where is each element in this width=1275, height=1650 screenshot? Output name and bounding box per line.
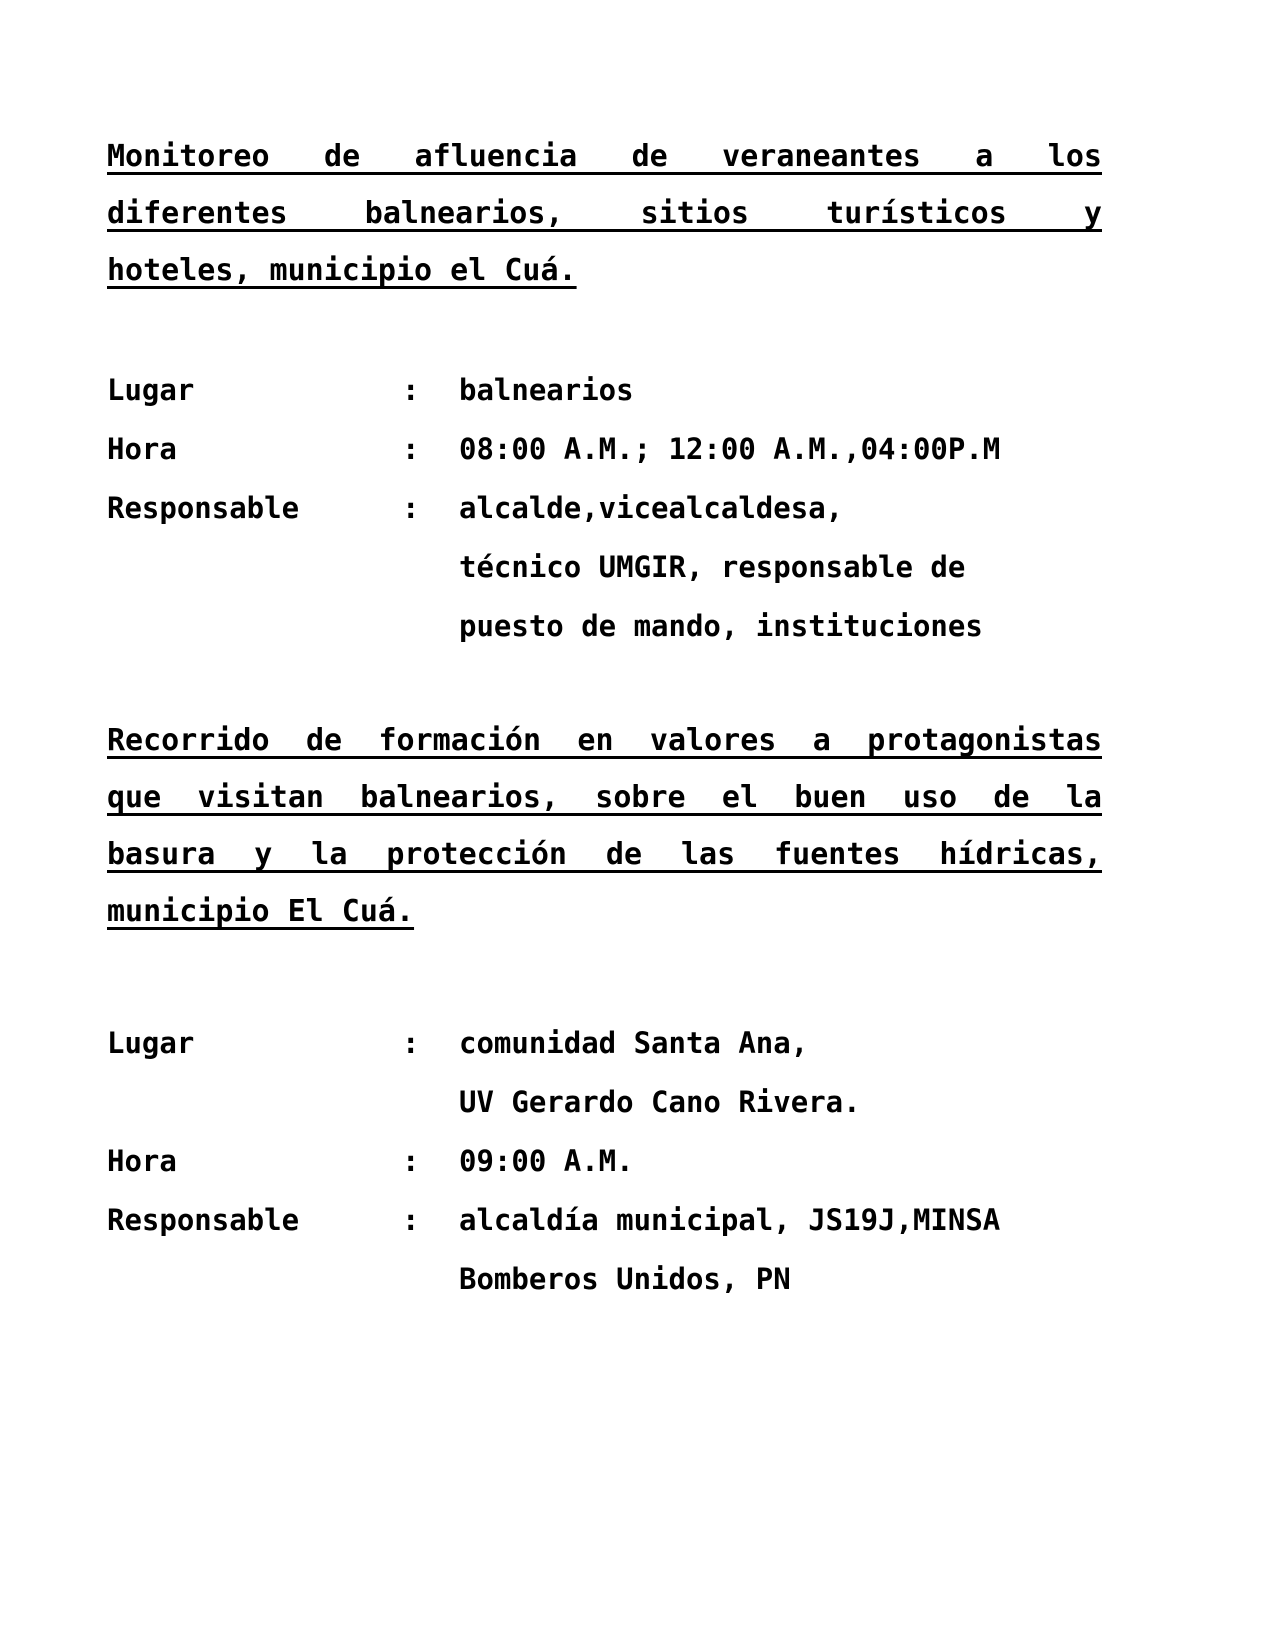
detail-label: Lugar xyxy=(107,373,195,407)
heading-line: diferentes balnearios, sitios turísticos y xyxy=(107,196,1102,231)
detail-value: UV Gerardo Cano Rivera. xyxy=(459,1085,861,1119)
detail-label: Hora xyxy=(107,432,177,466)
detail-row-continuation xyxy=(107,1250,1107,1309)
detail-value: 09:00 A.M. xyxy=(459,1144,634,1178)
detail-value: comunidad Santa Ana, xyxy=(459,1026,809,1060)
detail-separator: : xyxy=(402,432,420,466)
spacer xyxy=(107,656,1107,712)
detail-value: puesto de mando, instituciones xyxy=(459,609,983,643)
section-2-heading xyxy=(107,712,1102,940)
section-2-details xyxy=(107,1014,1107,1309)
detail-separator: : xyxy=(402,1026,420,1060)
heading-line: hoteles, municipio el Cuá. xyxy=(107,253,577,288)
section-recorrido xyxy=(107,712,1107,1309)
detail-value: alcalde,vicealcaldesa, xyxy=(459,491,844,525)
detail-separator: : xyxy=(402,1203,420,1237)
detail-label: Lugar xyxy=(107,1026,195,1060)
detail-row xyxy=(107,361,1107,420)
detail-row xyxy=(107,1014,1107,1073)
detail-separator: : xyxy=(402,373,420,407)
spacer xyxy=(107,940,1107,1014)
detail-value: 08:00 A.M.; 12:00 A.M.,04:00P.M xyxy=(459,432,1001,466)
heading-line: que visitan balnearios, sobre el buen uso de la xyxy=(107,780,1102,815)
detail-value: alcaldía municipal, JS19J,MINSA xyxy=(459,1203,1001,1237)
detail-row-continuation xyxy=(107,538,1107,597)
detail-row xyxy=(107,1191,1107,1250)
detail-label: Hora xyxy=(107,1144,177,1178)
heading-line: Monitoreo de afluencia de veraneantes a los xyxy=(107,139,1102,174)
detail-row-continuation xyxy=(107,597,1107,656)
detail-separator: : xyxy=(402,491,420,525)
detail-row xyxy=(107,479,1107,538)
detail-row xyxy=(107,1132,1107,1191)
detail-row-continuation xyxy=(107,1073,1107,1132)
section-monitoreo xyxy=(107,128,1107,656)
detail-label: Responsable xyxy=(107,1203,300,1237)
section-1-details xyxy=(107,361,1107,656)
heading-line: basura y la protección de las fuentes hídricas, xyxy=(107,837,1102,872)
section-1-heading xyxy=(107,128,1102,299)
detail-row xyxy=(107,420,1107,479)
heading-line: municipio El Cuá. xyxy=(107,894,415,929)
detail-value: técnico UMGIR, responsable de xyxy=(459,550,966,584)
detail-label: Responsable xyxy=(107,491,300,525)
detail-value: balnearios xyxy=(459,373,634,407)
detail-separator: : xyxy=(402,1144,420,1178)
detail-value: Bomberos Unidos, PN xyxy=(459,1262,791,1296)
spacer xyxy=(107,299,1107,361)
heading-line: Recorrido de formación en valores a protagonistas xyxy=(107,723,1102,758)
